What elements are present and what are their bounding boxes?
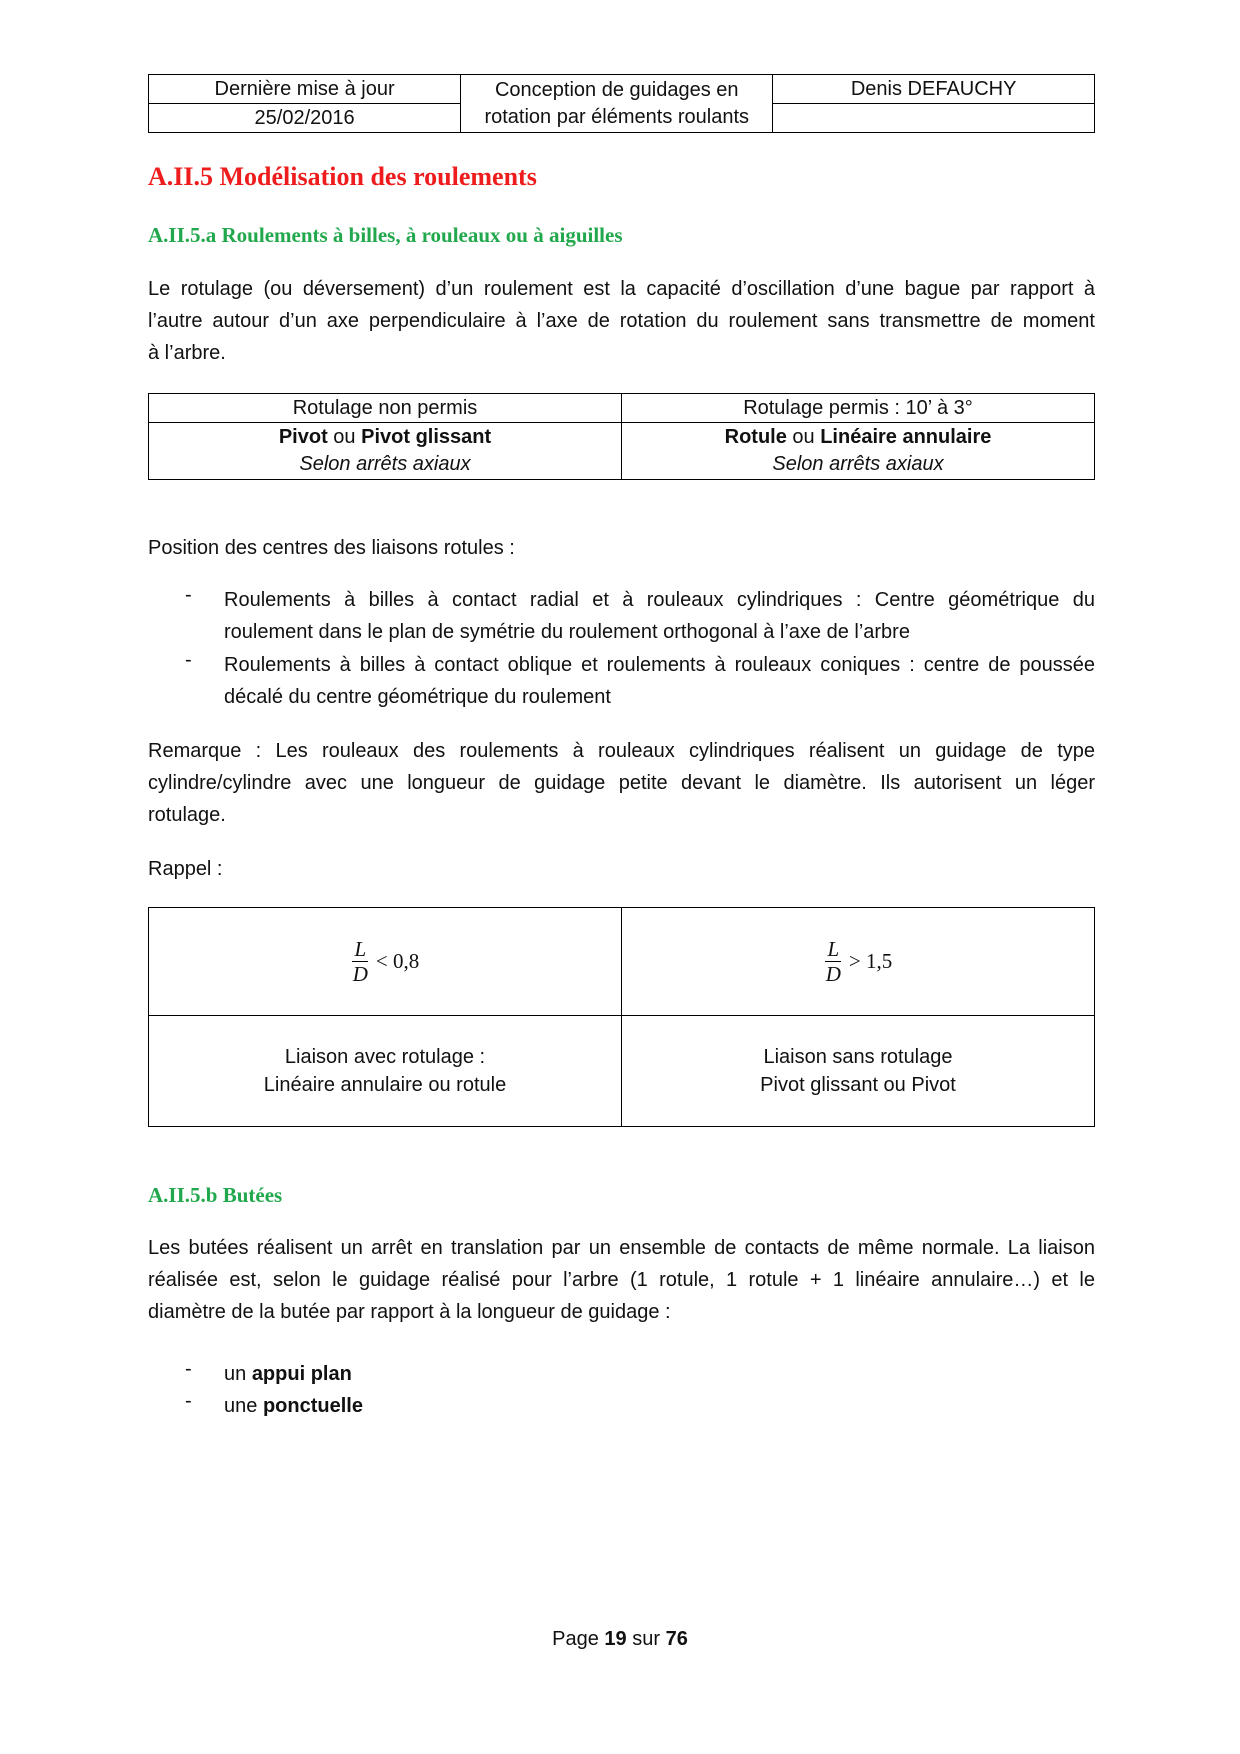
rappel-right-line2: Pivot glissant ou Pivot xyxy=(760,1074,956,1096)
bullet-prefix: un xyxy=(224,1363,252,1385)
header-last-update-label: Dernière mise à jour xyxy=(149,75,461,104)
rotulage-col1-header: Rotulage non permis xyxy=(149,394,622,423)
rappel-left-line1: Liaison avec rotulage : xyxy=(284,1046,486,1068)
rotulage-col2-header: Rotulage permis : 10’ à 3° xyxy=(622,394,1095,423)
intro-line-1: Le rotulage (ou déversement) d’un roulement est la capacité d’oscillation d’une bague par rapport à xyxy=(148,278,1095,300)
intro-line-3: à l’arbre. xyxy=(148,342,226,364)
remark-line-3: rotulage. xyxy=(148,804,226,826)
rappel-label: Rappel : xyxy=(148,858,223,880)
fraction-denominator: D xyxy=(352,962,368,986)
bullet-2-line1: Roulements à billes à contact oblique et roulements à rouleaux coniques : centre de poussée xyxy=(224,654,1095,676)
butees-bullet-2 xyxy=(224,1390,1095,1422)
page-prefix: Page xyxy=(552,1628,605,1650)
col2-note: Selon arrêts axiaux xyxy=(772,453,944,475)
intro-line-2: l’autre autour d’un axe perpendiculaire à l’axe de rotation du roulement sans transmettre de moment xyxy=(148,310,1095,332)
rappel-left-text xyxy=(149,1016,622,1127)
page-footer xyxy=(0,1628,1240,1651)
page-total: 76 xyxy=(665,1628,688,1650)
col1-separator: ou xyxy=(327,426,362,448)
link-ponctuelle: ponctuelle xyxy=(262,1395,363,1417)
rotulage-col2-body xyxy=(622,423,1095,480)
butees-line-2: réalisée est, selon le guidage réalisé pour l’arbre (1 rotule, 1 rotule + 1 linéaire annulaire…) et le xyxy=(148,1269,1095,1291)
fraction-numerator: L xyxy=(827,937,840,961)
bullet-dash: - xyxy=(185,1390,192,1412)
page-number: 19 xyxy=(604,1628,627,1650)
remark-line-1: Remarque : Les rouleaux des roulements à rouleaux cylindriques réalisent un guidage de type xyxy=(148,740,1095,762)
rappel-left-line2: Linéaire annulaire ou rotule xyxy=(263,1074,507,1096)
link-pivot: Pivot xyxy=(278,426,328,448)
bullet-1-line2: roulement dans le plan de symétrie du roulement orthogonal à l’axe de l’arbre xyxy=(224,621,910,643)
fraction-numerator: L xyxy=(354,937,367,961)
header-title-line1: Conception de guidages en xyxy=(494,78,739,101)
header-date: 25/02/2016 xyxy=(149,104,461,133)
bullet-dash: - xyxy=(185,1358,192,1380)
condition-less-than: < 0,8 xyxy=(375,949,420,973)
remark-paragraph xyxy=(148,735,1095,831)
bullet-1-line1: Roulements à billes à contact radial et à rouleaux cylindriques : Centre géométrique du xyxy=(224,589,1095,611)
butees-line-1: Les butées réalisent un arrêt en translation par un ensemble de contacts de même normale. La liaison xyxy=(148,1237,1095,1259)
bullet-item-2 xyxy=(224,649,1095,713)
bullet-dash: - xyxy=(185,649,192,671)
rappel-right-formula xyxy=(622,908,1095,1016)
page-mid: sur xyxy=(626,1628,666,1650)
fraction-denominator: D xyxy=(825,962,841,986)
rappel-right-text xyxy=(622,1016,1095,1127)
fraction-l-over-d xyxy=(824,938,843,985)
subsection-b-title: A.II.5.b Butées xyxy=(148,1183,283,1207)
condition-greater-than: > 1,5 xyxy=(848,949,893,973)
butees-line-3: diamètre de la butée par rapport à la longueur de guidage : xyxy=(148,1301,671,1323)
rotulage-col1-body xyxy=(149,423,622,480)
bullet-prefix: une xyxy=(224,1395,263,1417)
header-author: Denis DEFAUCHY xyxy=(773,75,1095,104)
remark-line-2: cylindre/cylindre avec une longueur de guidage petite devant le diamètre. Ils autorisent un léger xyxy=(148,772,1095,794)
header-title-line2: rotation par éléments roulants xyxy=(484,105,750,128)
intro-paragraph xyxy=(148,273,1095,369)
link-lineaire-annulaire: Linéaire annulaire xyxy=(820,426,992,448)
rappel-table xyxy=(148,907,1095,1127)
butees-bullet-1 xyxy=(224,1358,1095,1390)
rappel-right-line1: Liaison sans rotulage xyxy=(763,1046,953,1068)
butees-paragraph xyxy=(148,1232,1095,1328)
subsection-a-title: A.II.5.a Roulements à billes, à rouleaux ou à aiguilles xyxy=(148,223,623,247)
header-empty-cell xyxy=(773,104,1095,133)
centers-intro: Position des centres des liaisons rotules : xyxy=(148,537,515,559)
section-title: A.II.5 Modélisation des roulements xyxy=(148,162,537,191)
rotulage-table xyxy=(148,393,1095,480)
link-pivot-glissant: Pivot glissant xyxy=(361,426,492,448)
link-rotule: Rotule xyxy=(724,426,787,448)
bullet-dash: - xyxy=(185,584,192,606)
rappel-left-formula xyxy=(149,908,622,1016)
bullet-item-1 xyxy=(224,584,1095,648)
link-appui-plan: appui plan xyxy=(251,1363,352,1385)
header-document-title xyxy=(461,75,773,133)
header-table xyxy=(148,74,1095,133)
bullet-2-line2: décalé du centre géométrique du roulement xyxy=(224,686,611,708)
col1-note: Selon arrêts axiaux xyxy=(299,453,471,475)
fraction-l-over-d xyxy=(351,938,370,985)
col2-separator: ou xyxy=(786,426,821,448)
